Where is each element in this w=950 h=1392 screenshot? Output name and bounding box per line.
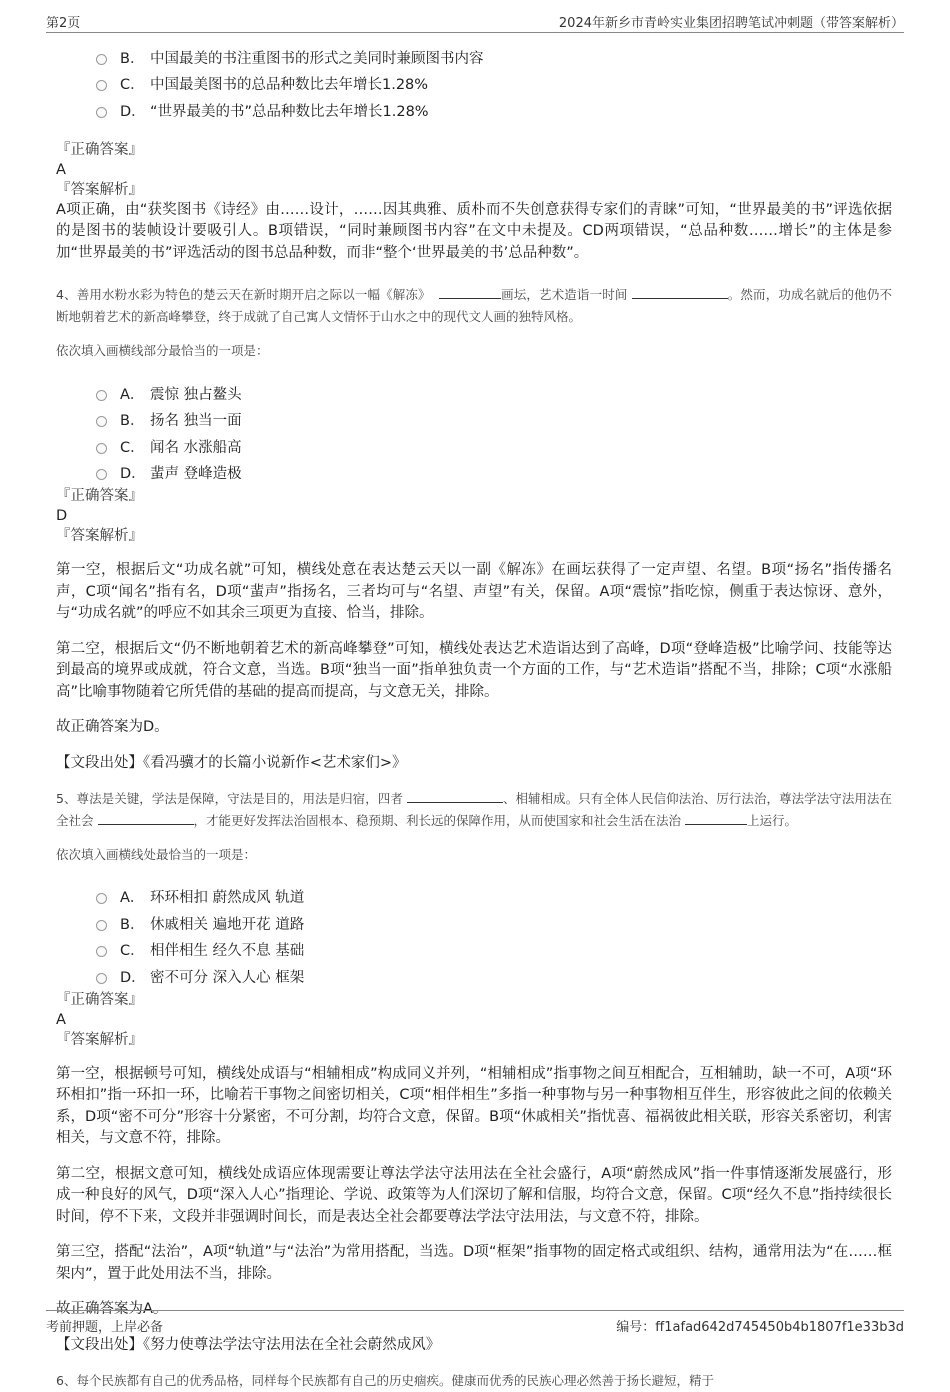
q5-answer: A <box>56 1011 66 1028</box>
q4-option-d[interactable]: D． 蜚声 登峰造极 <box>96 460 892 487</box>
blank-line <box>685 812 747 825</box>
q5-options <box>96 884 892 990</box>
analysis-label: 『答案解析』 <box>56 528 143 544</box>
q3-analysis: A项正确，由“获奖图书《诗经》由……设计，……因其典雅、质朴而不失创意获得专家们的青睐”可知，“世界最美的书”评选依据的是图书的装帧设计要吸引人。B项错误，“同时兼顾图书内容”在文中未提及。CD两项错误，“总品种数……增长”的主体是参加“世界最美的书”评选活动的图书总品种数，而非“整个‘世界最美的书’总品种数”。 <box>56 201 892 261</box>
q5-option-b[interactable]: B． 休戚相关 遍地开花 道路 <box>96 910 892 937</box>
footer-slogan: 考前押题，上岸必备 <box>46 1320 164 1335</box>
q5-analysis-2: 第二空，根据文意可知，横线处成语应体现需要让尊法学法守法用法在全社会盛行，A项“蔚然成风”指一件事情逐渐发展盛行，形成一种良好的风气，D项“深入人心”指理论、学说、政策等为人们深切了解和信服，均符合文意，保留。C项“经久不息”指持续很长时间，停不下来，文段并非强调时间长，而是表达全社会都要尊法学法守法用法，与文意不符，排除。 <box>56 1165 892 1225</box>
radio-icon[interactable] <box>96 973 107 984</box>
q4-analysis-2: 第二空，根据后文“仍不断地朝着艺术的新高峰攀登”可知，横线处表达艺术造诣达到了高峰，D项“登峰造极”比喻学问、技能等达到最高的境界或成就，符合文意，当选。B项“独当一面”指单独负责一个方面的工作，与“艺术造诣”搭配不当，排除；C项“水涨船高”比喻事物随着它所凭借的基础的提高而提高，与文意无关，排除。 <box>56 640 892 700</box>
q4-stem: 4、善用水粉水彩为特色的楚云天在新时期开启之际以一幅《解冻》 画坛，艺术造诣一时间 。然而，功成名就后的他仍不断地朝着艺术的新高峰攀登，终于成就了自己寓人文情怀于山水之中的现代文人画的独特风格。 <box>56 287 892 324</box>
radio-icon[interactable] <box>96 54 107 65</box>
radio-icon[interactable] <box>96 80 107 91</box>
q3-answer: A <box>56 161 66 178</box>
radio-icon[interactable] <box>96 107 107 118</box>
q4-answer: D <box>56 508 68 524</box>
q3-option-d[interactable]: D． “世界最美的书”总品种数比去年增长1.28% <box>96 97 892 124</box>
radio-icon[interactable] <box>96 920 107 931</box>
page-number: 第2页 <box>46 16 81 31</box>
q5-prompt: 依次填入画横线处最恰当的一项是： <box>56 846 257 862</box>
document-title: 2024年新乡市青岭实业集团招聘笔试冲刺题（带答案解析） <box>558 16 904 31</box>
q5-analysis-1: 第一空，根据顿号可知，横线处成语与“相辅相成”构成同义并列，“相辅相成”指事物之间互相配合，互相辅助，缺一不可，A项“环环相扣”指一环扣一环，比喻若干事物之间密切相关，C项“相伴相生”多指一种事物与另一种事物相互伴生，形容彼此之间的依赖关系，D项“密不可分”形容十分紧密，不可分割，均符合文意，保留。B项“休戚相关”指忧喜、福祸彼此相关联，形容关系密切，利害相关，与文意不符，排除。 <box>56 1065 892 1146</box>
answer-label: 『正确答案』 <box>56 488 143 504</box>
blank-line <box>98 812 194 825</box>
q5-source: 【文段出处】《努力使尊法学法守法用法在全社会蔚然成风》 <box>56 1336 441 1353</box>
radio-icon[interactable] <box>96 416 107 427</box>
page-header <box>46 12 904 33</box>
q4-prompt: 依次填入画横线部分最恰当的一项是： <box>56 343 269 358</box>
analysis-label: 『答案解析』 <box>56 1031 143 1048</box>
radio-icon[interactable] <box>96 443 107 454</box>
q3-option-c[interactable]: C． 中国最美图书的总品种数比去年增长1.28% <box>96 71 892 98</box>
blank-line <box>439 286 501 299</box>
q4-option-a[interactable]: A． 震惊 独占鳌头 <box>96 380 892 407</box>
q3-option-b[interactable]: B． 中国最美的书注重图书的形式之美同时兼顾图书内容 <box>96 44 892 71</box>
blank-line <box>632 286 728 299</box>
radio-icon[interactable] <box>96 469 107 480</box>
q4-analysis-1: 第一空，根据后文“功成名就”可知，横线处意在表达楚云天以一副《解冻》在画坛获得了一定声望、名望。B项“扬名”指传播名声，C项“闻名”指有名，D项“蜚声”指扬名，三者均可与“名望、声望”有关，保留。A项“震惊”指吃惊，侧重于表达惊讶、意外，与“功成名就”的呼应不如其余三项更为直接、恰当，排除。 <box>56 562 892 621</box>
document-code: 编号：ff1afad642d745450b4b1807f1e33b3d <box>616 1320 904 1335</box>
q3-options <box>96 44 892 124</box>
q4-source: 【文段出处】《看冯骥才的长篇小说新作<艺术家们>》 <box>56 754 407 771</box>
q4-option-b[interactable]: B． 扬名 独当一面 <box>96 407 892 434</box>
q5-analysis-3: 第三空，搭配“法治”，A项“轨道”与“法治”为常用搭配，当选。D项“框架”指事物的固定格式或组织、结构，通常用法为“在……框架内”，置于此处用法不当，排除。 <box>56 1244 892 1282</box>
q5-option-a[interactable]: A． 环环相扣 蔚然成风 轨道 <box>96 884 892 911</box>
radio-icon[interactable] <box>96 390 107 401</box>
q5-conclusion: 故正确答案为A。 <box>56 1301 168 1317</box>
answer-label: 『正确答案』 <box>56 141 143 158</box>
answer-label: 『正确答案』 <box>56 991 143 1008</box>
radio-icon[interactable] <box>96 893 107 904</box>
blank-line <box>407 790 503 803</box>
page-footer <box>46 1310 904 1333</box>
analysis-label: 『答案解析』 <box>56 181 143 198</box>
q4-options <box>96 380 892 486</box>
radio-icon[interactable] <box>96 946 107 957</box>
q5-option-c[interactable]: C． 相伴相生 经久不息 基础 <box>96 937 892 964</box>
q6-stem-partial: 6、每个民族都有自己的优秀品格，同样每个民族都有自己的历史痼疾。健康而优秀的民族心理必然善于扬长避短，精于 <box>56 1372 714 1388</box>
q5-option-d[interactable]: D． 密不可分 深入人心 框架 <box>96 963 892 990</box>
q4-option-c[interactable]: C． 闻名 水涨船高 <box>96 433 892 460</box>
q4-conclusion: 故正确答案为D。 <box>56 719 169 735</box>
q5-stem: 5、尊法是关键，学法是保障，守法是目的，用法是归宿，四者 、相辅相成。只有全体人民信仰法治、厉行法治，尊法学法守法用法在全社会 ，才能更好发挥法治固根本、稳预期、利长远的保障作用，从而使国家和社会生活在法治 上运行。 <box>56 790 892 828</box>
